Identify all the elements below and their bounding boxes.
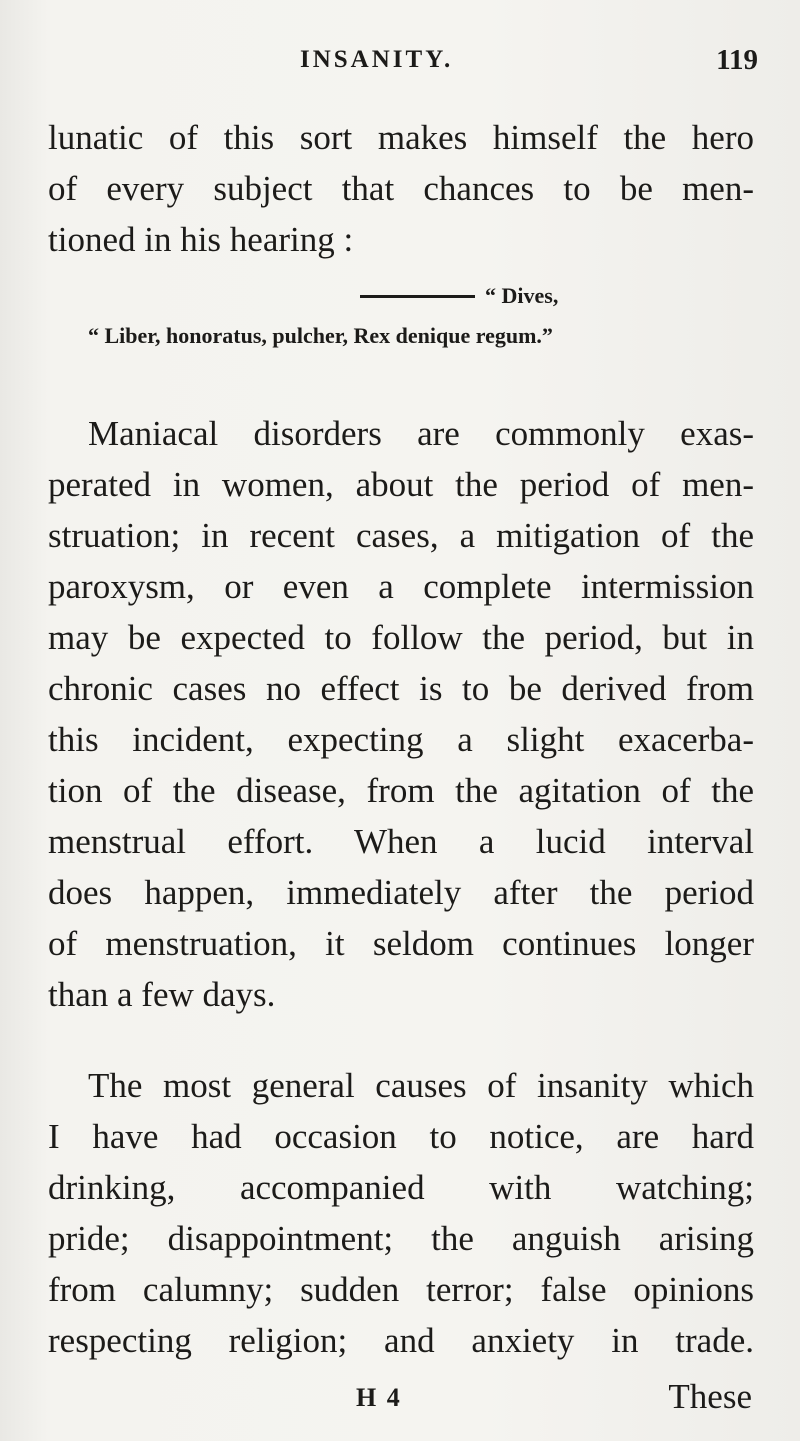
text-line: of every subject that chances to be men- [48, 169, 754, 208]
text-line: drinking, accompanied with watching; [48, 1168, 754, 1207]
text-line: pride; disappointment; the anguish arising [48, 1219, 754, 1258]
text-line: of menstruation, it seldom continues longer [48, 924, 754, 963]
text-line: respecting religion; and anxiety in trade. [48, 1321, 754, 1360]
text-line: may be expected to follow the period, but in [48, 618, 754, 657]
text-line: than a few days. [48, 975, 276, 1014]
text-line: does happen, immediately after the period [48, 873, 754, 912]
text-line: perated in women, about the period of men- [48, 465, 754, 504]
catchword: These [668, 1377, 752, 1416]
quotation-rule [360, 295, 475, 298]
text-line: menstrual effort. When a lucid interval [48, 822, 754, 861]
text-line: struation; in recent cases, a mitigation of the [48, 516, 754, 555]
text-line: Maniacal disorders are commonly exas- [88, 414, 754, 453]
page-number: 119 [716, 44, 758, 76]
paragraph-2 [48, 408, 754, 1020]
text-line: chronic cases no effect is to be derived from [48, 669, 754, 708]
quotation-text-1: “ Dives, [485, 283, 559, 308]
text-line: tion of the disease, from the agitation of the [48, 771, 754, 810]
text-line: tioned in his hearing : [48, 220, 354, 259]
paragraph-3 [48, 1060, 754, 1366]
quotation-line-2: “ Liber, honoratus, pulcher, Rex denique regum.” [88, 323, 553, 348]
signature-mark: H 4 [356, 1383, 402, 1412]
quotation-line-1 [360, 283, 558, 309]
paragraph-1 [48, 112, 754, 265]
text-line: paroxysm, or even a complete intermission [48, 567, 754, 606]
text-line: from calumny; sudden terror; false opinions [48, 1270, 754, 1309]
text-line: this incident, expecting a slight exacerba- [48, 720, 754, 759]
running-title: INSANITY. [300, 46, 454, 73]
text-line: I have had occasion to notice, are hard [48, 1117, 754, 1156]
text-line: lunatic of this sort makes himself the hero [48, 118, 754, 157]
text-line: The most general causes of insanity which [88, 1066, 754, 1105]
